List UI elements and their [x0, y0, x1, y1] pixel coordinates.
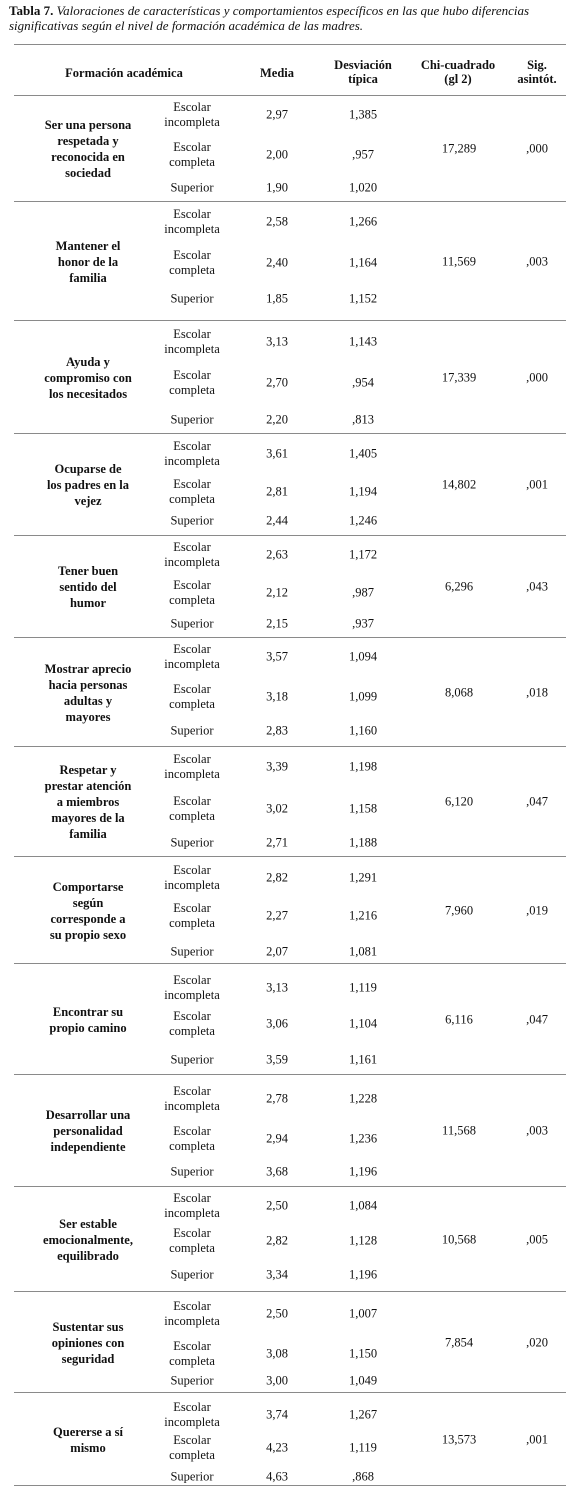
level-incomplete-line: incompleta — [164, 1415, 220, 1429]
row-label-line: mayores de la — [51, 811, 125, 825]
mean-value: 1,85 — [266, 291, 288, 306]
table-row — [14, 1187, 566, 1292]
sd-value: ,957 — [352, 147, 374, 162]
sd-value: 1,188 — [348, 835, 378, 850]
sd-value: 1,099 — [348, 689, 378, 704]
chi-square-value: 7,854 — [444, 1335, 474, 1349]
table-row — [14, 964, 566, 1075]
mean-value: 3,02 — [266, 801, 288, 816]
mean-value: 2,20 — [266, 412, 288, 427]
mean-value: 2,82 — [266, 1233, 288, 1248]
sd-value: 1,246 — [348, 513, 378, 528]
level-complete-line: completa — [169, 916, 215, 930]
header-mean: Media — [259, 66, 295, 80]
mean-value: 3,34 — [266, 1267, 288, 1282]
mean-value: 2,83 — [266, 723, 288, 738]
significance-value: ,043 — [526, 579, 548, 594]
level-incomplete-line: Escolar — [173, 1299, 211, 1313]
level-superior — [142, 1470, 242, 1485]
table-row — [14, 747, 566, 857]
chi-square-value: 11,569 — [442, 254, 476, 268]
mean-value: 4,23 — [266, 1440, 288, 1455]
level-incomplete-line: incompleta — [164, 1099, 220, 1113]
sd-value: 1,172 — [348, 547, 378, 562]
header-chi-line1: Chi-cuadrado — [420, 58, 496, 72]
table-row — [14, 202, 566, 321]
row-label — [34, 1216, 142, 1264]
level-complete — [142, 794, 242, 824]
row-label — [34, 1424, 142, 1456]
level-complete — [142, 1226, 242, 1256]
level-incomplete-line: Escolar — [173, 100, 211, 114]
level-superior-line: Superior — [170, 513, 214, 528]
level-complete-line: completa — [169, 809, 215, 823]
mean-value: 3,13 — [266, 980, 288, 995]
caption-text: Valoraciones de características y comportamientos específicos en las que hubo diferencias significativas según el nivel de formación académica de las madres. — [9, 3, 530, 33]
row-label-line: reconocida en — [51, 150, 125, 164]
row-label-line: seguridad — [61, 1351, 115, 1366]
row-label-line: mayores — [65, 709, 111, 724]
level-incomplete-line: Escolar — [173, 863, 211, 877]
row-label — [34, 879, 142, 943]
level-incomplete — [142, 973, 242, 1003]
row-label-line: personalidad — [53, 1124, 123, 1138]
mean-value: 2,50 — [266, 1198, 288, 1213]
level-superior-line: Superior — [170, 835, 214, 850]
significance-value: ,020 — [526, 1335, 548, 1349]
header-sig-line1: Sig. — [527, 58, 547, 72]
row-label-line: familia — [69, 827, 107, 841]
sd-value: 1,228 — [348, 1091, 378, 1106]
level-incomplete-line: Escolar — [173, 540, 211, 554]
level-complete-line: Escolar — [173, 578, 211, 592]
sd-value: 1,198 — [348, 759, 378, 774]
row-label-line: su propio sexo — [49, 927, 127, 942]
level-incomplete-line: Escolar — [173, 752, 211, 766]
chi-square-value: 13,573 — [441, 1432, 477, 1446]
level-complete — [142, 901, 242, 931]
level-complete-line: completa — [169, 1241, 215, 1255]
mean-value: 2,07 — [266, 944, 288, 959]
caption-label: Tabla 7. — [9, 3, 54, 18]
level-incomplete-line: incompleta — [164, 222, 220, 236]
mean-value: 4,63 — [266, 1469, 288, 1484]
level-complete — [142, 248, 242, 278]
row-label-line: equilibrado — [57, 1248, 119, 1263]
level-incomplete-line: incompleta — [164, 657, 220, 671]
row-label-line: adultas y — [63, 693, 113, 708]
level-incomplete — [142, 540, 242, 570]
level-superior-line: Superior — [170, 412, 214, 427]
level-superior — [142, 1268, 242, 1283]
level-superior — [142, 413, 242, 428]
mean-value: 2,15 — [266, 616, 288, 631]
mean-value: 2,40 — [266, 255, 288, 270]
mean-value: 1,90 — [266, 180, 288, 195]
mean-value: 3,57 — [266, 649, 288, 664]
row-label-line: independiente — [50, 1140, 126, 1154]
sd-value: 1,150 — [348, 1346, 378, 1361]
mean-value: 2,58 — [266, 214, 288, 229]
row-label — [34, 661, 142, 725]
table-row — [14, 638, 566, 747]
table-row — [14, 434, 566, 536]
row-label — [34, 238, 142, 286]
sd-value: 1,291 — [348, 870, 378, 885]
significance-value: ,047 — [526, 1012, 548, 1026]
sd-value: 1,049 — [348, 1373, 378, 1388]
sd-value: 1,119 — [349, 980, 377, 995]
level-complete-line: completa — [169, 383, 215, 397]
level-incomplete-line: Escolar — [173, 1084, 211, 1098]
level-superior — [142, 1165, 242, 1180]
mean-value: 2,12 — [266, 585, 288, 600]
level-incomplete-line: incompleta — [164, 115, 220, 129]
level-superior-line: Superior — [170, 291, 214, 306]
level-incomplete-line: incompleta — [164, 454, 220, 468]
level-incomplete-line: Escolar — [173, 973, 211, 987]
level-superior-line: Superior — [170, 944, 214, 959]
row-label-line: Ayuda y — [66, 354, 110, 369]
level-complete-line: completa — [169, 1024, 215, 1038]
row-label-line: respetada y — [57, 134, 119, 148]
mean-value: 2,71 — [266, 835, 288, 850]
level-complete — [142, 578, 242, 608]
sd-value: 1,266 — [348, 214, 378, 229]
header-top-rule — [14, 44, 566, 45]
sd-value: 1,196 — [348, 1267, 378, 1282]
mean-value: 3,08 — [266, 1346, 288, 1361]
table-row — [14, 1075, 566, 1187]
row-label-line: Tener buen — [57, 564, 119, 578]
table-row — [14, 1393, 566, 1486]
level-superior — [142, 514, 242, 529]
mean-value: 3,06 — [266, 1016, 288, 1031]
level-complete-line: completa — [169, 1448, 215, 1462]
mean-value: 2,50 — [266, 1306, 288, 1321]
mean-value: 3,74 — [266, 1407, 288, 1422]
level-complete-line: Escolar — [173, 1339, 211, 1353]
level-complete-line: Escolar — [173, 368, 211, 382]
mean-value: 2,00 — [266, 147, 288, 162]
header-chi-line2: (gl 2) — [444, 72, 472, 86]
mean-value: 2,81 — [266, 484, 288, 499]
significance-value: ,001 — [526, 477, 548, 492]
row-label — [34, 563, 142, 611]
significance-value: ,001 — [526, 1432, 548, 1446]
row-label-line: Desarrollar una — [45, 1108, 131, 1122]
level-incomplete — [142, 752, 242, 782]
level-superior — [142, 945, 242, 960]
header-sig-line2: asintót. — [517, 72, 557, 86]
table-header — [14, 58, 566, 94]
row-label — [34, 1004, 142, 1036]
sd-value: 1,405 — [348, 446, 378, 461]
header-sd-line2: típica — [348, 72, 378, 86]
row-label-line: emocionalmente, — [43, 1232, 133, 1247]
sd-value: ,987 — [352, 585, 374, 600]
row-label — [34, 354, 142, 402]
level-incomplete — [142, 1191, 242, 1221]
level-superior-line: Superior — [170, 1052, 214, 1067]
level-superior-line: Superior — [170, 1373, 214, 1388]
chi-square-value: 14,802 — [441, 477, 477, 492]
mean-value: 2,94 — [266, 1131, 288, 1146]
mean-value: 2,78 — [266, 1091, 288, 1106]
row-label-line: hacia personas — [48, 677, 128, 692]
sd-value: 1,385 — [348, 107, 378, 122]
row-label-line: Encontrar su — [52, 1004, 124, 1019]
row-label — [34, 461, 142, 509]
level-incomplete — [142, 327, 242, 357]
level-superior — [142, 1053, 242, 1068]
sd-value: 1,104 — [348, 1016, 378, 1031]
mean-value: 3,13 — [266, 334, 288, 349]
chi-square-value: 11,568 — [442, 1123, 476, 1138]
level-incomplete-line: incompleta — [164, 342, 220, 356]
sd-value: 1,196 — [348, 1164, 378, 1179]
chi-square-value: 17,289 — [441, 141, 477, 156]
table-caption — [9, 3, 569, 33]
level-incomplete — [142, 642, 242, 672]
level-complete-line: completa — [169, 697, 215, 711]
mean-value: 3,18 — [266, 689, 288, 704]
chi-square-value: 17,339 — [441, 370, 477, 384]
level-incomplete — [142, 1084, 242, 1114]
sd-value: 1,216 — [348, 908, 378, 923]
level-superior-line: Superior — [170, 616, 214, 631]
significance-value: ,000 — [526, 370, 548, 384]
row-label-line: compromiso con — [44, 370, 132, 385]
row-label — [34, 1319, 142, 1367]
mean-value: 3,68 — [266, 1164, 288, 1179]
row-label-line: vejez — [74, 494, 102, 508]
chi-square-value: 6,116 — [445, 1012, 473, 1026]
level-complete — [142, 1124, 242, 1154]
table-row — [14, 96, 566, 202]
level-complete-line: Escolar — [173, 682, 211, 696]
sd-value: ,937 — [352, 616, 374, 631]
row-label-line: Mostrar aprecio — [44, 661, 132, 676]
row-label-line: humor — [69, 596, 107, 610]
sd-value: ,954 — [352, 375, 374, 390]
level-superior — [142, 1374, 242, 1389]
sd-value: 1,267 — [348, 1407, 378, 1422]
row-label-line: Comportarse — [52, 879, 124, 894]
chi-square-value: 6,120 — [444, 794, 474, 809]
row-label-line: familia — [69, 270, 107, 285]
mean-value: 3,00 — [266, 1373, 288, 1388]
chi-square-value: 7,960 — [444, 903, 474, 917]
level-incomplete — [142, 863, 242, 893]
mean-value: 2,70 — [266, 375, 288, 390]
sd-value: 1,084 — [348, 1198, 378, 1213]
level-complete-line: Escolar — [173, 1124, 211, 1138]
level-incomplete-line: incompleta — [164, 555, 220, 569]
sd-value: 1,007 — [348, 1306, 378, 1321]
level-superior-line: Superior — [170, 1164, 214, 1179]
row-label-line: a miembros — [56, 795, 120, 809]
level-incomplete-line: Escolar — [173, 1191, 211, 1205]
row-label-line: sociedad — [65, 166, 111, 180]
sd-value: 1,143 — [348, 334, 378, 349]
sd-value: 1,160 — [348, 723, 378, 738]
level-complete-line: Escolar — [173, 901, 211, 915]
level-complete-line: Escolar — [173, 477, 211, 491]
level-complete — [142, 140, 242, 170]
row-label-line: los padres en la — [46, 478, 130, 492]
row-label-line: según — [72, 895, 104, 910]
level-complete-line: completa — [169, 1139, 215, 1153]
level-incomplete-line: incompleta — [164, 1206, 220, 1220]
significance-value: ,047 — [526, 794, 548, 809]
row-label-line: Respetar y — [59, 763, 117, 777]
row-label-line: propio camino — [49, 1020, 127, 1035]
level-complete-line: Escolar — [173, 794, 211, 808]
level-complete-line: completa — [169, 1354, 215, 1368]
table-row — [14, 857, 566, 964]
sd-value: 1,152 — [348, 291, 378, 306]
sd-value: 1,158 — [348, 801, 378, 816]
level-complete-line: completa — [169, 492, 215, 506]
mean-value: 3,61 — [266, 446, 288, 461]
sd-value: 1,020 — [348, 180, 378, 195]
level-incomplete — [142, 100, 242, 130]
level-superior — [142, 617, 242, 632]
row-label — [34, 117, 142, 181]
chi-square-value: 6,296 — [444, 579, 474, 594]
header-sd — [320, 58, 406, 86]
mean-value: 2,82 — [266, 870, 288, 885]
significance-value: ,018 — [526, 685, 548, 699]
row-label-line: honor de la — [57, 254, 119, 269]
row-label — [34, 762, 142, 842]
sd-value: 1,094 — [348, 649, 378, 664]
level-complete — [142, 1009, 242, 1039]
level-complete — [142, 682, 242, 712]
mean-value: 3,39 — [266, 759, 288, 774]
row-label-line: sentido del — [59, 580, 117, 594]
level-incomplete-line: Escolar — [173, 439, 211, 453]
table-row — [14, 1292, 566, 1393]
mean-value: 2,97 — [266, 107, 288, 122]
row-divider — [14, 1485, 566, 1486]
row-label-line: corresponde a — [50, 911, 126, 926]
row-label-line: Ser una persona — [44, 118, 132, 132]
level-complete-line: Escolar — [173, 140, 211, 154]
level-complete-line: Escolar — [173, 248, 211, 262]
level-incomplete-line: Escolar — [173, 207, 211, 221]
chi-square-value: 10,568 — [441, 1232, 477, 1246]
sd-value: 1,081 — [348, 944, 378, 959]
level-complete-line: completa — [169, 155, 215, 169]
mean-value: 2,63 — [266, 547, 288, 562]
level-incomplete-line: Escolar — [173, 642, 211, 656]
sd-value: 1,236 — [348, 1131, 378, 1146]
table-row — [14, 321, 566, 434]
row-label-line: prestar atención — [44, 779, 132, 793]
level-complete-line: Escolar — [173, 1009, 211, 1023]
significance-value: ,003 — [526, 254, 548, 268]
level-complete — [142, 1339, 242, 1369]
sd-value: ,868 — [352, 1469, 374, 1484]
significance-value: ,003 — [526, 1123, 548, 1138]
level-superior-line: Superior — [170, 1469, 214, 1484]
level-superior — [142, 724, 242, 739]
level-complete — [142, 477, 242, 507]
level-complete-line: Escolar — [173, 1433, 211, 1447]
sd-value: 1,161 — [348, 1052, 378, 1067]
row-label-line: Quererse a sí — [53, 1424, 123, 1439]
row-label — [34, 1107, 142, 1155]
row-label-line: Mantener el — [55, 238, 121, 253]
level-incomplete-line: incompleta — [164, 878, 220, 892]
significance-value: ,019 — [526, 903, 548, 917]
mean-value: 3,59 — [266, 1052, 288, 1067]
level-superior-line: Superior — [170, 180, 214, 195]
level-complete — [142, 368, 242, 398]
level-superior — [142, 181, 242, 196]
row-label-line: Ser estable — [59, 1216, 117, 1231]
row-label-line: mismo — [70, 1440, 106, 1455]
level-incomplete-line: incompleta — [164, 1314, 220, 1328]
level-incomplete-line: incompleta — [164, 767, 220, 781]
header-sig — [509, 58, 565, 86]
level-superior-line: Superior — [170, 723, 214, 738]
level-incomplete-line: Escolar — [173, 327, 211, 341]
row-label-line: Ocuparse de — [54, 462, 122, 476]
table-row — [14, 536, 566, 638]
mean-value: 2,27 — [266, 908, 288, 923]
chi-square-value: 8,068 — [444, 685, 474, 699]
level-incomplete-line: Escolar — [173, 1400, 211, 1414]
sd-value: 1,164 — [348, 255, 378, 270]
header-chi — [412, 58, 504, 86]
sd-value: 1,128 — [348, 1233, 378, 1248]
level-complete-line: completa — [169, 593, 215, 607]
row-label-line: Sustentar sus — [52, 1319, 124, 1334]
row-label-line: los necesitados — [48, 386, 128, 401]
header-education: Formación académica — [65, 66, 183, 80]
level-superior-line: Superior — [170, 1267, 214, 1282]
significance-value: ,000 — [526, 141, 548, 156]
level-complete — [142, 1433, 242, 1463]
level-incomplete — [142, 439, 242, 469]
significance-value: ,005 — [526, 1232, 548, 1246]
mean-value: 2,44 — [266, 513, 288, 528]
level-complete-line: Escolar — [173, 1226, 211, 1240]
header-sd-line1: Desviación — [334, 58, 392, 72]
level-incomplete-line: incompleta — [164, 988, 220, 1002]
row-label-line: opiniones con — [51, 1335, 125, 1350]
level-superior — [142, 836, 242, 851]
level-incomplete — [142, 1299, 242, 1329]
level-incomplete — [142, 1400, 242, 1430]
level-superior — [142, 292, 242, 307]
level-complete-line: completa — [169, 263, 215, 277]
sd-value: 1,194 — [348, 484, 378, 499]
sd-value: ,813 — [352, 412, 374, 427]
sd-value: 1,119 — [349, 1440, 377, 1455]
level-incomplete — [142, 207, 242, 237]
